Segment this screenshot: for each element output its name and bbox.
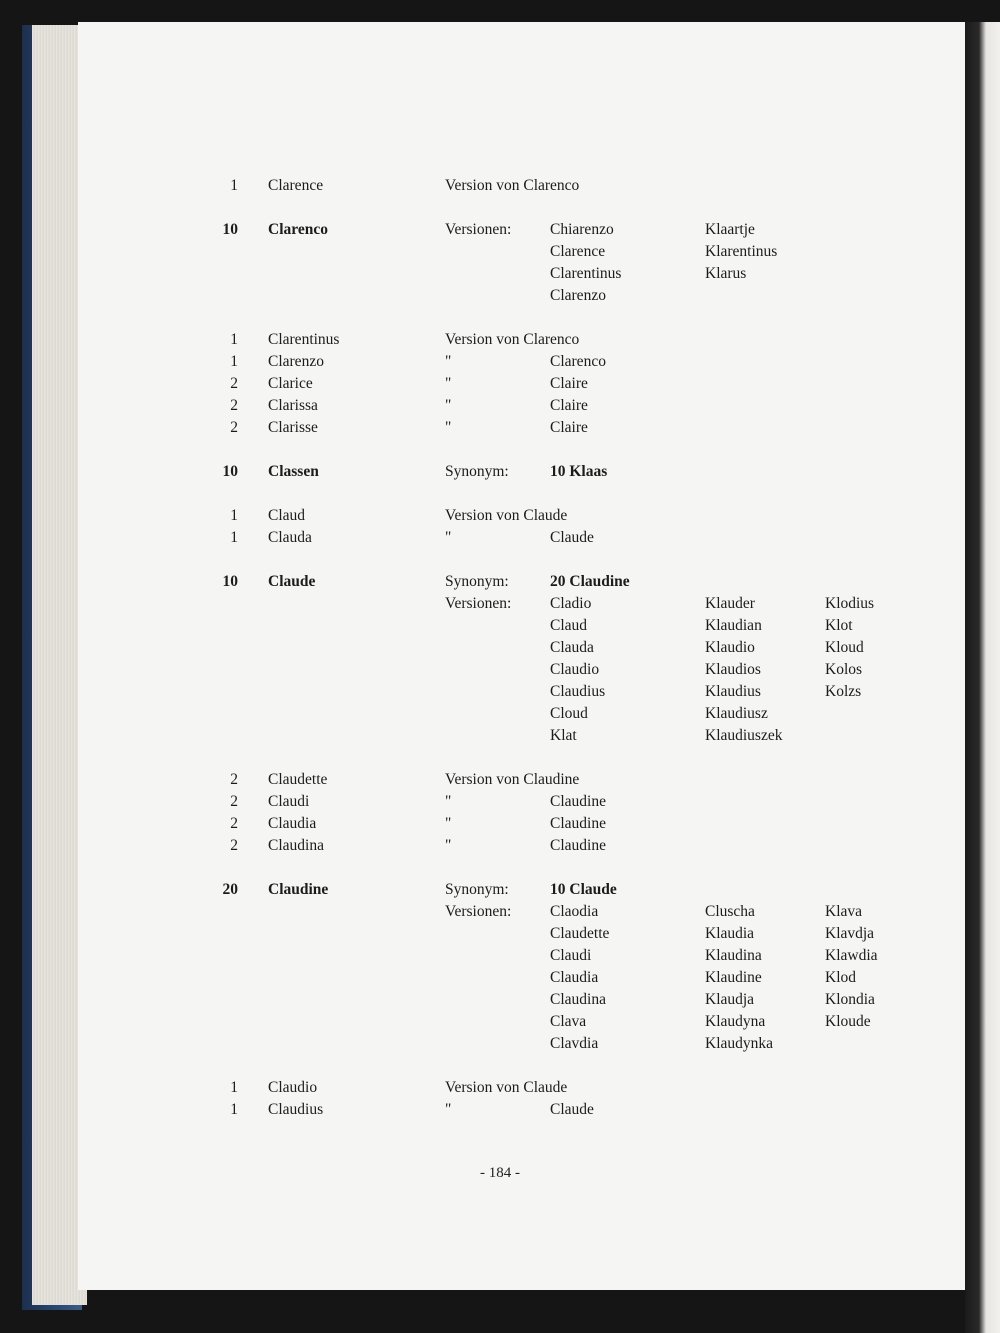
table-row	[0, 901, 1000, 923]
related-name-col1: Cladio	[550, 595, 592, 612]
table-row	[0, 835, 1000, 857]
table-row	[0, 989, 1000, 1011]
table-row	[0, 351, 1000, 373]
related-name-col1: Claodia	[550, 903, 599, 920]
entry-frequency: 10	[222, 573, 238, 590]
table-row	[0, 681, 1000, 703]
entry-relation: "	[445, 1101, 452, 1118]
related-name-col3: Klod	[825, 969, 856, 986]
table-row	[0, 659, 1000, 681]
entry-frequency: 1	[230, 1101, 238, 1118]
table-row	[0, 1011, 1000, 1033]
related-name-col1: Claudina	[550, 991, 606, 1008]
entry-relation: "	[445, 397, 452, 414]
table-row	[0, 1033, 1000, 1055]
related-name-col3: Klot	[825, 617, 853, 634]
entry-frequency: 1	[230, 331, 238, 348]
entry-name: Claudina	[268, 837, 324, 854]
entry-relation: Synonym:	[445, 881, 509, 898]
entry-frequency: 2	[230, 397, 238, 414]
entry-relation: "	[445, 375, 452, 392]
entry-relation: Version von Clarenco	[445, 331, 580, 348]
table-row	[0, 219, 1000, 241]
related-name-col1: Claire	[550, 397, 588, 414]
table-row	[0, 417, 1000, 439]
entry-frequency: 1	[230, 507, 238, 524]
related-name-col3: Klava	[825, 903, 863, 920]
related-name-col2: Klaudiusz	[705, 705, 768, 722]
entry-relation: Synonym:	[445, 573, 509, 590]
entry-name: Clarissa	[268, 397, 318, 414]
related-name-col2: Klaudian	[705, 617, 762, 634]
entry-name: Clarenzo	[268, 353, 324, 370]
related-name-col2: Klaudja	[705, 991, 755, 1008]
related-name-col3: Klawdia	[825, 947, 878, 964]
page-number: - 184 -	[480, 1165, 520, 1181]
related-name-col1: Claudine	[550, 815, 606, 832]
related-name-col1: Klat	[550, 727, 577, 744]
related-name-col1: Claudine	[550, 837, 606, 854]
table-row	[0, 703, 1000, 725]
related-name-col1: Claudine	[550, 793, 606, 810]
table-row	[0, 725, 1000, 747]
entry-name: Clarentinus	[268, 331, 340, 348]
entry-relation: "	[445, 837, 452, 854]
entry-relation: Versionen:	[445, 595, 512, 612]
table-row	[0, 285, 1000, 307]
related-name-col1: Clarence	[550, 243, 606, 260]
entry-frequency: 1	[230, 177, 238, 194]
table-row	[0, 637, 1000, 659]
table-row	[0, 527, 1000, 549]
related-name-col1: Claude	[550, 1101, 594, 1118]
entry-name: Claudi	[268, 793, 310, 810]
entry-relation: Version von Claude	[445, 507, 568, 524]
related-name-col2: Klaudiuszek	[705, 727, 783, 744]
related-name-col1: Cloud	[550, 705, 588, 722]
table-row	[0, 791, 1000, 813]
related-name-col3: Klodius	[825, 595, 875, 612]
entry-relation: "	[445, 353, 452, 370]
related-name-col2: Klaudyna	[705, 1013, 766, 1030]
related-name-col1: Claire	[550, 419, 588, 436]
entry-frequency: 2	[230, 419, 238, 436]
related-name-col2: Klaudius	[705, 683, 761, 700]
related-name-col1: Clauda	[550, 639, 594, 656]
entry-name: Claud	[268, 507, 306, 524]
related-name-col1: Claire	[550, 375, 588, 392]
entry-name: Claudette	[268, 771, 328, 788]
related-name-col1: Clavdia	[550, 1035, 599, 1052]
related-name-col2: Klaudio	[705, 639, 755, 656]
entry-frequency: 2	[230, 837, 238, 854]
entry-name: Claudius	[268, 1101, 324, 1118]
entry-name: Clarence	[268, 177, 324, 194]
table-row	[0, 615, 1000, 637]
related-name-col3: Kloude	[825, 1013, 871, 1030]
related-name-col2: Klaudine	[705, 969, 762, 986]
related-name-col2: Klaudios	[705, 661, 761, 678]
related-name-col3: Klavdja	[825, 925, 875, 942]
entry-name: Claudio	[268, 1079, 318, 1096]
table-row	[0, 967, 1000, 989]
related-name-col2: Klaudynka	[705, 1035, 774, 1052]
related-name-col1: Clarenzo	[550, 287, 606, 304]
related-name-col3: Kolzs	[825, 683, 862, 700]
related-name-col2: Klaudia	[705, 925, 755, 942]
table-row	[0, 461, 1000, 483]
related-name-col3: Kolos	[825, 661, 863, 678]
related-name-col2: Klauder	[705, 595, 755, 612]
related-name-col1: Claudia	[550, 969, 599, 986]
related-name-col1: 10 Klaas	[550, 463, 608, 480]
table-row	[0, 175, 1000, 197]
entry-name: Claude	[268, 573, 316, 590]
entry-frequency: 10	[222, 221, 238, 238]
entry-frequency: 2	[230, 771, 238, 788]
related-name-col1: 10 Claude	[550, 881, 617, 898]
related-name-col1: 20 Claudine	[550, 573, 630, 590]
table-row	[0, 813, 1000, 835]
entry-frequency: 1	[230, 353, 238, 370]
table-row	[0, 769, 1000, 791]
related-name-col1: Clava	[550, 1013, 587, 1030]
entry-relation: Synonym:	[445, 463, 509, 480]
entry-name: Clarisse	[268, 419, 318, 436]
entry-name: Claudine	[268, 881, 329, 898]
table-row	[0, 879, 1000, 901]
entry-name: Claudia	[268, 815, 317, 832]
entry-relation: Versionen:	[445, 221, 512, 238]
entry-relation: Version von Clarenco	[445, 177, 580, 194]
related-name-col3: Klondia	[825, 991, 875, 1008]
related-name-col1: Claudette	[550, 925, 610, 942]
entry-relation: "	[445, 529, 452, 546]
entry-relation: Versionen:	[445, 903, 512, 920]
related-name-col2: Klaartje	[705, 221, 755, 238]
entry-name: Classen	[268, 463, 319, 480]
related-name-col2: Klarentinus	[705, 243, 778, 260]
related-name-col3: Kloud	[825, 639, 864, 656]
related-name-col1: Claudius	[550, 683, 606, 700]
related-name-col2: Cluscha	[705, 903, 755, 920]
entry-frequency: 2	[230, 375, 238, 392]
entry-relation: "	[445, 793, 452, 810]
table-row	[0, 505, 1000, 527]
table-row	[0, 945, 1000, 967]
related-name-col1: Claudi	[550, 947, 592, 964]
table-row	[0, 1099, 1000, 1121]
table-row	[0, 395, 1000, 417]
related-name-col1: Clarenco	[550, 353, 606, 370]
related-name-col2: Klaudina	[705, 947, 762, 964]
table-row	[0, 923, 1000, 945]
entry-frequency: 1	[230, 1079, 238, 1096]
table-row	[0, 1077, 1000, 1099]
table-row	[0, 241, 1000, 263]
table-row	[0, 571, 1000, 593]
entry-frequency: 10	[222, 463, 238, 480]
table-row	[0, 263, 1000, 285]
related-name-col1: Chiarenzo	[550, 221, 614, 238]
table-row	[0, 329, 1000, 351]
table-row	[0, 373, 1000, 395]
related-name-col1: Clarentinus	[550, 265, 622, 282]
entry-relation: "	[445, 815, 452, 832]
entry-frequency: 2	[230, 815, 238, 832]
related-name-col2: Klarus	[705, 265, 747, 282]
table-row	[0, 593, 1000, 615]
related-name-col1: Claude	[550, 529, 594, 546]
entry-frequency: 1	[230, 529, 238, 546]
entry-frequency: 2	[230, 793, 238, 810]
entry-name: Clarenco	[268, 221, 328, 238]
entry-relation: "	[445, 419, 452, 436]
entry-relation: Version von Claudine	[445, 771, 580, 788]
entry-relation: Version von Claude	[445, 1079, 568, 1096]
related-name-col1: Claudio	[550, 661, 600, 678]
entry-name: Clarice	[268, 375, 313, 392]
entry-frequency: 20	[222, 881, 238, 898]
entry-name: Clauda	[268, 529, 312, 546]
related-name-col1: Claud	[550, 617, 588, 634]
